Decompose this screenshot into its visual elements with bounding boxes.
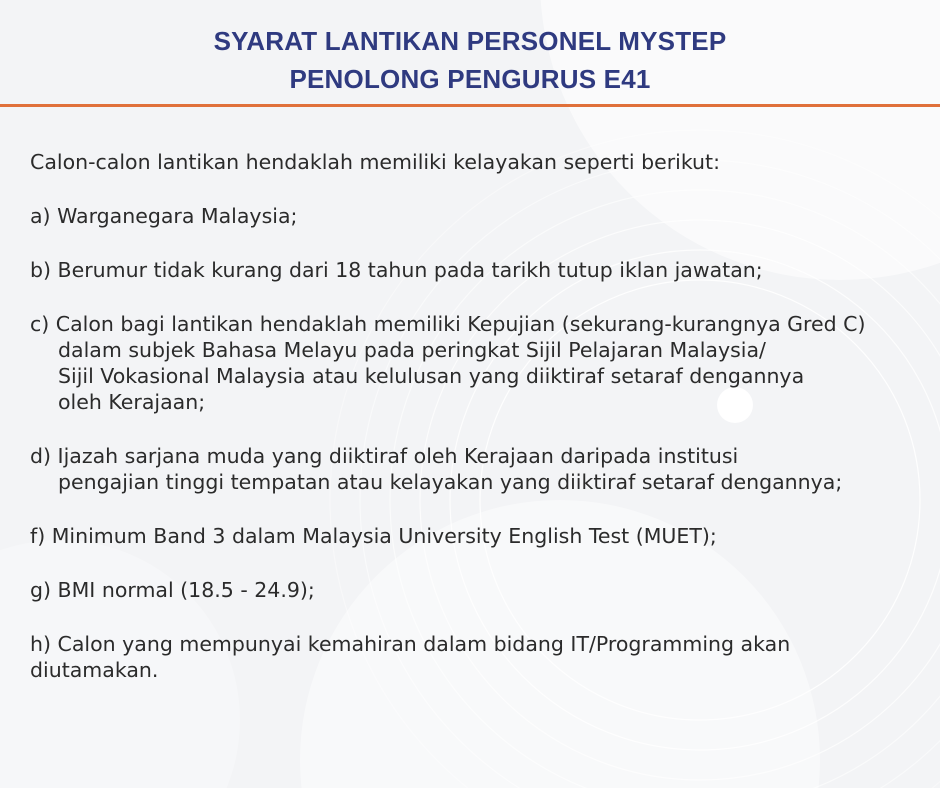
list-item-g (30, 577, 920, 603)
list-item-c (30, 311, 920, 415)
list-item-line: dalam subjek Bahasa Melayu pada peringkat Sijil Pelajaran Malaysia/ (58, 338, 766, 362)
list-item-line: a) Warganegara Malaysia; (30, 204, 298, 228)
page-subtitle: PENOLONG PENGURUS E41 (289, 64, 651, 94)
list-item-line: h) Calon yang mempunyai kemahiran dalam bidang IT/Programming akan (30, 632, 791, 656)
page-title: SYARAT LANTIKAN PERSONEL MYSTEP (213, 26, 727, 56)
list-item-line: d) Ijazah sarjana muda yang diiktiraf oleh Kerajaan daripada institusi (30, 444, 739, 468)
list-item-line: g) BMI normal (18.5 - 24.9); (30, 578, 315, 602)
list-item-b (30, 257, 920, 283)
page-header (0, 0, 940, 110)
list-item-h (30, 631, 920, 683)
list-item-line: oleh Kerajaan; (58, 390, 206, 414)
list-item-f (30, 523, 920, 549)
list-item-a (30, 203, 920, 229)
requirements-list (30, 149, 920, 711)
header-divider (0, 104, 940, 107)
list-item-line: f) Minimum Band 3 dalam Malaysia University English Test (MUET); (30, 524, 717, 548)
list-item-line: b) Berumur tidak kurang dari 18 tahun pada tarikh tutup iklan jawatan; (30, 258, 763, 282)
list-item-line: diutamakan. (30, 658, 159, 682)
intro-text: Calon-calon lantikan hendaklah memiliki kelayakan seperti berikut: (30, 150, 720, 174)
list-item-line: Sijil Vokasional Malaysia atau kelulusan yang diiktiraf setaraf dengannya (58, 364, 805, 388)
list-item-line: pengajian tinggi tempatan atau kelayakan yang diiktiraf setaraf dengannya; (58, 470, 843, 494)
list-item-line: c) Calon bagi lantikan hendaklah memiliki Kepujian (sekurang-kurangnya Gred C) (30, 312, 866, 336)
list-item-d (30, 443, 920, 495)
